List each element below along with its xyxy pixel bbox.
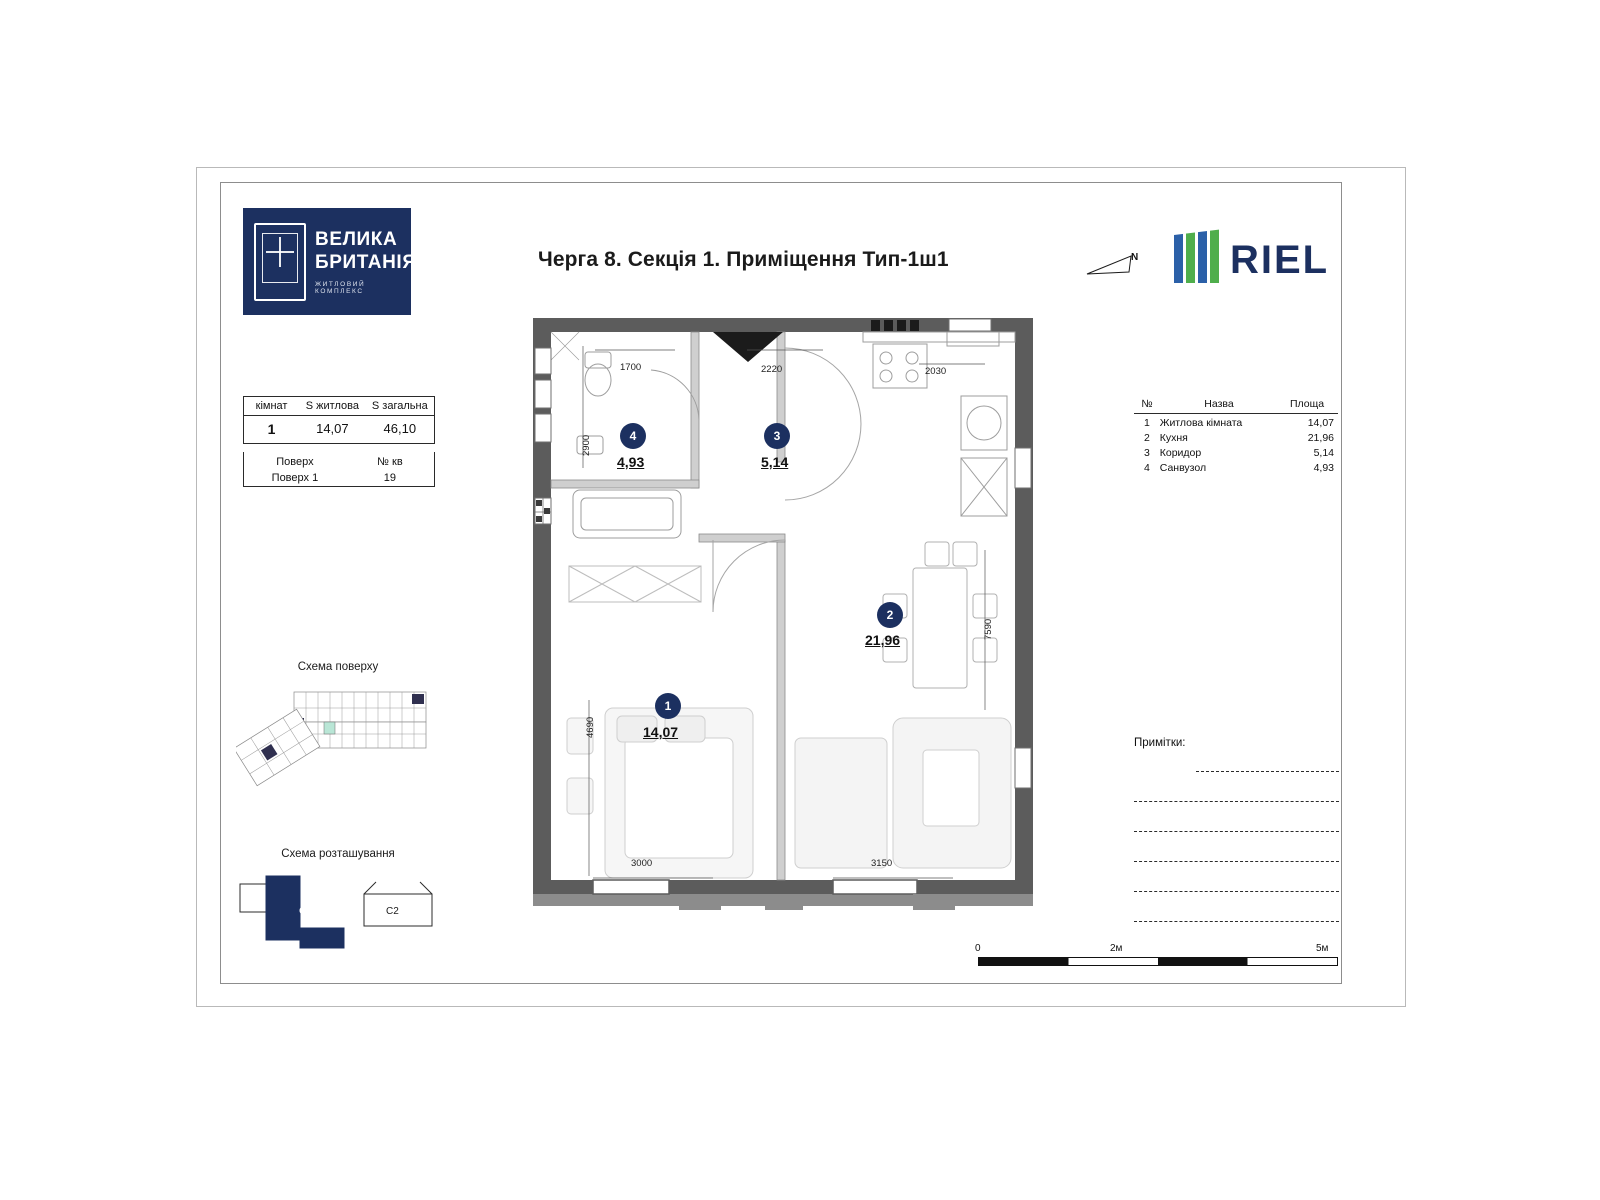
dimension-corridor-width: 2220 — [761, 364, 783, 375]
location-section-2-label: С2 — [386, 906, 399, 917]
floor-header: Поверх — [276, 456, 314, 468]
scale-label-zero: 0 — [975, 943, 981, 954]
apartment-number-header: № кв — [377, 456, 403, 468]
room-legend-table — [1134, 396, 1338, 476]
floor-info-header-row — [244, 454, 434, 470]
dimension-living-width: 3000 — [631, 858, 653, 869]
legend-header-area: Площа — [1289, 397, 1325, 410]
phone-booth-icon — [254, 223, 306, 301]
scale-label-mid: 2м — [1110, 943, 1123, 954]
legend-row-name: Житлова кімната — [1159, 417, 1243, 429]
table-row — [1134, 461, 1338, 476]
location-scheme-diagram — [236, 872, 436, 952]
floor-scheme-caption: Схема поверху — [297, 661, 379, 673]
dimension-bath-depth: 2900 — [581, 434, 592, 456]
floor-info-table — [243, 452, 435, 487]
summary-header-rooms: кімнат — [255, 400, 288, 412]
room-area-2: 21,96 — [865, 632, 901, 648]
apartment-floor-plan — [533, 318, 1033, 918]
legend-row-name: Коридор — [1159, 447, 1202, 459]
dimension-bath-width: 1700 — [620, 362, 642, 373]
legend-row-name: Кухня — [1159, 432, 1188, 444]
location-scheme-caption: Схема розташування — [281, 848, 395, 860]
notes-label: Примітки: — [1134, 737, 1186, 749]
north-arrow-icon — [1085, 250, 1155, 290]
note-line[interactable] — [1196, 742, 1339, 772]
location-section-1-label: С1 — [299, 906, 312, 917]
note-line[interactable] — [1134, 802, 1339, 832]
table-row — [1134, 431, 1338, 446]
notes-lines — [1134, 742, 1339, 922]
room-area-1: 14,07 — [643, 724, 679, 740]
table-row — [1134, 446, 1338, 461]
summary-value-total-area: 46,10 — [383, 421, 417, 436]
room-area-3: 5,14 — [761, 454, 789, 470]
riel-logo — [1168, 215, 1336, 301]
brand-logo-text — [315, 228, 417, 295]
room-badge-1[interactable]: 1 — [655, 693, 681, 719]
dimension-living-depth: 4690 — [585, 716, 596, 738]
dimension-kitchen-depth: 7590 — [983, 618, 994, 640]
legend-row-number: 3 — [1143, 447, 1150, 459]
dimension-kitchen-width: 2030 — [925, 366, 947, 377]
apartment-summary-table — [243, 396, 435, 444]
legend-header-number: № — [1141, 397, 1153, 410]
legend-header-name: Назва — [1204, 397, 1234, 410]
legend-row-area: 14,07 — [1307, 417, 1334, 429]
note-line[interactable] — [1134, 832, 1339, 862]
legend-row-area: 21,96 — [1307, 432, 1334, 444]
legend-row-number: 2 — [1143, 432, 1150, 444]
room-badge-4[interactable]: 4 — [620, 423, 646, 449]
brand-subtitle: ЖИТЛОВИЙ КОМПЛЕКС — [315, 281, 366, 295]
floor-info-value-row — [244, 470, 434, 486]
summary-header-total-area: S загальна — [371, 400, 428, 412]
table-row — [1134, 416, 1338, 431]
legend-row-number: 1 — [1143, 417, 1150, 429]
floor-plan-drawing — [533, 318, 1033, 918]
summary-header-living-area: S житлова — [305, 400, 359, 412]
svg-text:RIEL: RIEL — [1230, 238, 1330, 282]
apartment-number-value: 19 — [383, 472, 397, 484]
dimension-kitchen-bottom-width: 3150 — [871, 858, 893, 869]
summary-value-row — [244, 416, 434, 443]
summary-header-row — [244, 397, 434, 416]
note-line[interactable] — [1134, 772, 1339, 802]
scale-bar — [978, 957, 1338, 966]
note-line[interactable] — [1134, 892, 1339, 922]
room-area-4: 4,93 — [617, 454, 645, 470]
legend-header-row — [1134, 396, 1338, 414]
floor-value: Поверх 1 — [271, 472, 319, 484]
legend-row-name: Санвузол — [1159, 462, 1207, 474]
scale-label-end: 5м — [1316, 943, 1329, 954]
legend-row-number: 4 — [1143, 462, 1150, 474]
room-badge-2[interactable]: 2 — [877, 602, 903, 628]
floor-scheme-diagram — [236, 678, 436, 793]
brand-logo — [243, 208, 417, 315]
page-title: Черга 8. Секція 1. Приміщення Тип-1ш1 — [538, 248, 949, 271]
summary-value-living-area: 14,07 — [316, 421, 349, 436]
brand-name-line2: БРИТАНІЯ — [315, 252, 417, 273]
legend-row-area: 4,93 — [1313, 462, 1334, 474]
north-label: N — [1131, 252, 1139, 263]
note-line[interactable] — [1134, 862, 1339, 892]
summary-value-rooms: 1 — [267, 421, 276, 437]
brand-name-line1: ВЕЛИКА — [315, 229, 398, 250]
legend-row-area: 5,14 — [1313, 447, 1334, 459]
room-badge-3[interactable]: 3 — [764, 423, 790, 449]
